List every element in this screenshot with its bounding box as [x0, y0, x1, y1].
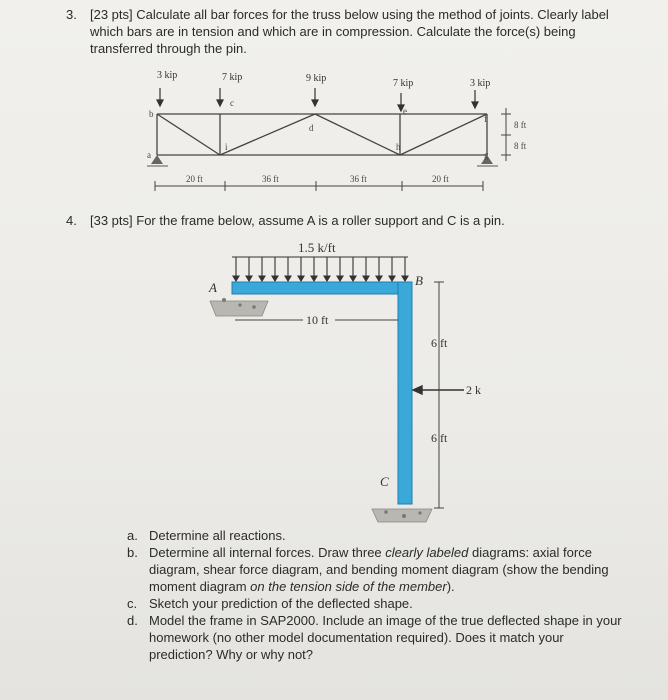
- span-label-3: 36 ft: [350, 174, 367, 184]
- subquestion-a-text: Determine all reactions.: [149, 528, 286, 543]
- node-label-i: i: [225, 142, 228, 152]
- node-label-a: a: [147, 150, 151, 160]
- node-label-b: b: [149, 109, 154, 119]
- subquestion-d-label: d.: [127, 613, 138, 628]
- subquestion-b-label: b.: [127, 545, 138, 560]
- subquestion-list: [127, 527, 627, 663]
- subquestion-b-text-1: Determine all internal forces. Draw three: [149, 545, 386, 560]
- node-label-g: g: [484, 150, 489, 160]
- subquestion-b-emphasis-1: clearly labeled: [385, 545, 469, 560]
- load-label-4: 7 kip: [393, 78, 414, 89]
- distributed-load: [232, 257, 408, 281]
- subquestion-d: [127, 612, 627, 663]
- pin-support-c: [372, 509, 432, 522]
- label-c: C: [380, 474, 389, 489]
- beam-length-label: 10 ft: [306, 313, 329, 327]
- distributed-load-label: 1.5 k/ft: [298, 240, 336, 255]
- problem-4-text: [33 pts] For the frame below, assume A is a roller support and C is a pin.: [90, 213, 505, 228]
- frame-beam: [232, 282, 412, 294]
- upper-height-label: 6 ft: [431, 336, 448, 350]
- height-label-1: 8 ft: [514, 120, 527, 130]
- problem-3-number: 3.: [66, 7, 77, 22]
- problem-4-number: 4.: [66, 213, 77, 228]
- subquestion-c-label: c.: [127, 596, 138, 611]
- subquestion-c-text: Sketch your prediction of the deflected shape.: [149, 596, 413, 611]
- lower-height-label: 6 ft: [431, 431, 448, 445]
- label-b: B: [415, 273, 423, 288]
- span-label-1: 20 ft: [186, 174, 203, 184]
- problem-3-text: [23 pts] Calculate all bar forces for the truss below using the method of joints. Clearly label which bars are in tension and which are in compression. Calculate the force(s) being transferred through the pin.: [90, 7, 609, 56]
- node-label-c: c: [230, 98, 234, 108]
- subquestion-c: [127, 595, 627, 612]
- node-label-h: h: [396, 142, 401, 152]
- load-label-5: 3 kip: [470, 78, 491, 89]
- subquestion-b-emphasis-2: on the tension side of the member: [250, 579, 447, 594]
- frame-column: [398, 282, 412, 504]
- label-a: A: [209, 280, 217, 295]
- subquestion-d-text: Model the frame in SAP2000. Include an image of the true deflected shape in your homework (no other model documentation required). Does it match your prediction? Why or why not?: [149, 613, 622, 662]
- node-label-d: d: [309, 123, 314, 133]
- subquestion-b: [127, 544, 627, 595]
- node-label-f: f: [484, 114, 487, 124]
- load-label-3: 9 kip: [306, 73, 327, 84]
- roller-support-a: [210, 298, 268, 316]
- subquestion-a-label: a.: [127, 528, 138, 543]
- node-label-e: e: [403, 106, 407, 116]
- point-load-label: 2 k: [466, 383, 481, 397]
- span-label-4: 20 ft: [432, 174, 449, 184]
- subquestion-a: [127, 527, 627, 544]
- subquestion-b-text-3: ).: [446, 579, 455, 594]
- subquestion-b-text-2: diagrams: axial force diagram, shear force diagram, and bending moment diagram (show the bending moment diagram: [149, 545, 609, 594]
- load-label-1: 3 kip: [157, 70, 178, 81]
- span-label-2: 36 ft: [262, 174, 279, 184]
- height-label-2: 8 ft: [514, 141, 527, 151]
- load-label-2: 7 kip: [222, 72, 243, 83]
